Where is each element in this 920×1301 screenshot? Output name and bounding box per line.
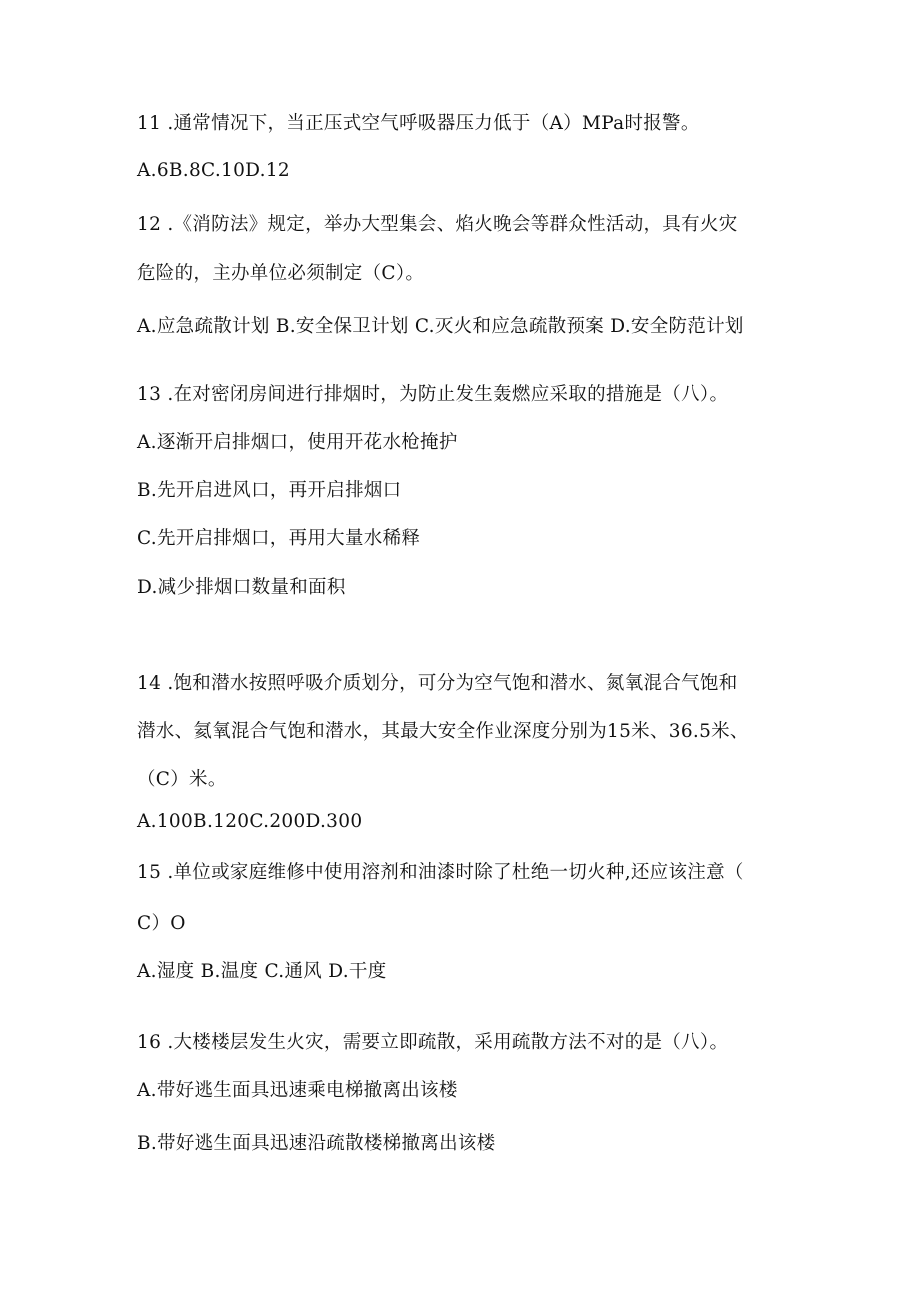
question-11-text: 11 .通常情况下，当正压式空气呼吸器压力低于（A）MPa时报警。 — [137, 113, 700, 134]
question-12-text-line2: 危险的，主办单位必须制定（C）。 — [137, 263, 425, 284]
question-16-option-b: B.带好逃生面具迅速沿疏散楼梯撤离出该楼 — [137, 1133, 496, 1154]
question-13-option-c: C.先开启排烟口，再用大量水稀释 — [137, 528, 421, 549]
question-15-text-line2: C）O — [137, 913, 186, 934]
question-14-text-line2: 潜水、氦氧混合气饱和潜水，其最大安全作业深度分别为15米、36.5米、 — [137, 721, 749, 742]
question-15-options: A.湿度 B.温度 C.通风 D.干度 — [137, 961, 387, 982]
question-13-text: 13 .在对密闭房间进行排烟时，为防止发生轰燃应采取的措施是（八）。 — [137, 384, 729, 405]
question-11-options: A.6B.8C.10D.12 — [137, 160, 290, 181]
question-14-options: A.100B.120C.200D.300 — [137, 811, 363, 832]
question-12-options: A.应急疏散计划 B.安全保卫计划 C.灭火和应急疏散预案 D.安全防范计划 — [137, 316, 744, 337]
question-13-option-b: B.先开启进风口，再开启排烟口 — [137, 480, 402, 501]
question-13-option-a: A.逐渐开启排烟口，使用开花水枪掩护 — [137, 432, 458, 453]
question-13-option-d: D.减少排烟口数量和面积 — [137, 577, 346, 598]
question-14-text-line3: （C）米。 — [137, 769, 227, 790]
question-16-text: 16 .大楼楼层发生火灾，需要立即疏散，采用疏散方法不对的是（八）。 — [137, 1032, 729, 1053]
question-16-option-a: A.带好逃生面具迅速乘电梯撤离出该楼 — [137, 1080, 458, 1101]
question-15-text-line1: 15 .单位或家庭维修中使用溶剂和油漆时除了杜绝一切火种,还应该注意（ — [137, 862, 744, 883]
question-12-text-line1: 12 .《消防法》规定，举办大型集会、焰火晚会等群众性活动，具有火灾 — [137, 214, 738, 235]
question-14-text-line1: 14 .饱和潜水按照呼吸介质划分，可分为空气饱和潜水、氮氧混合气饱和 — [137, 673, 738, 694]
